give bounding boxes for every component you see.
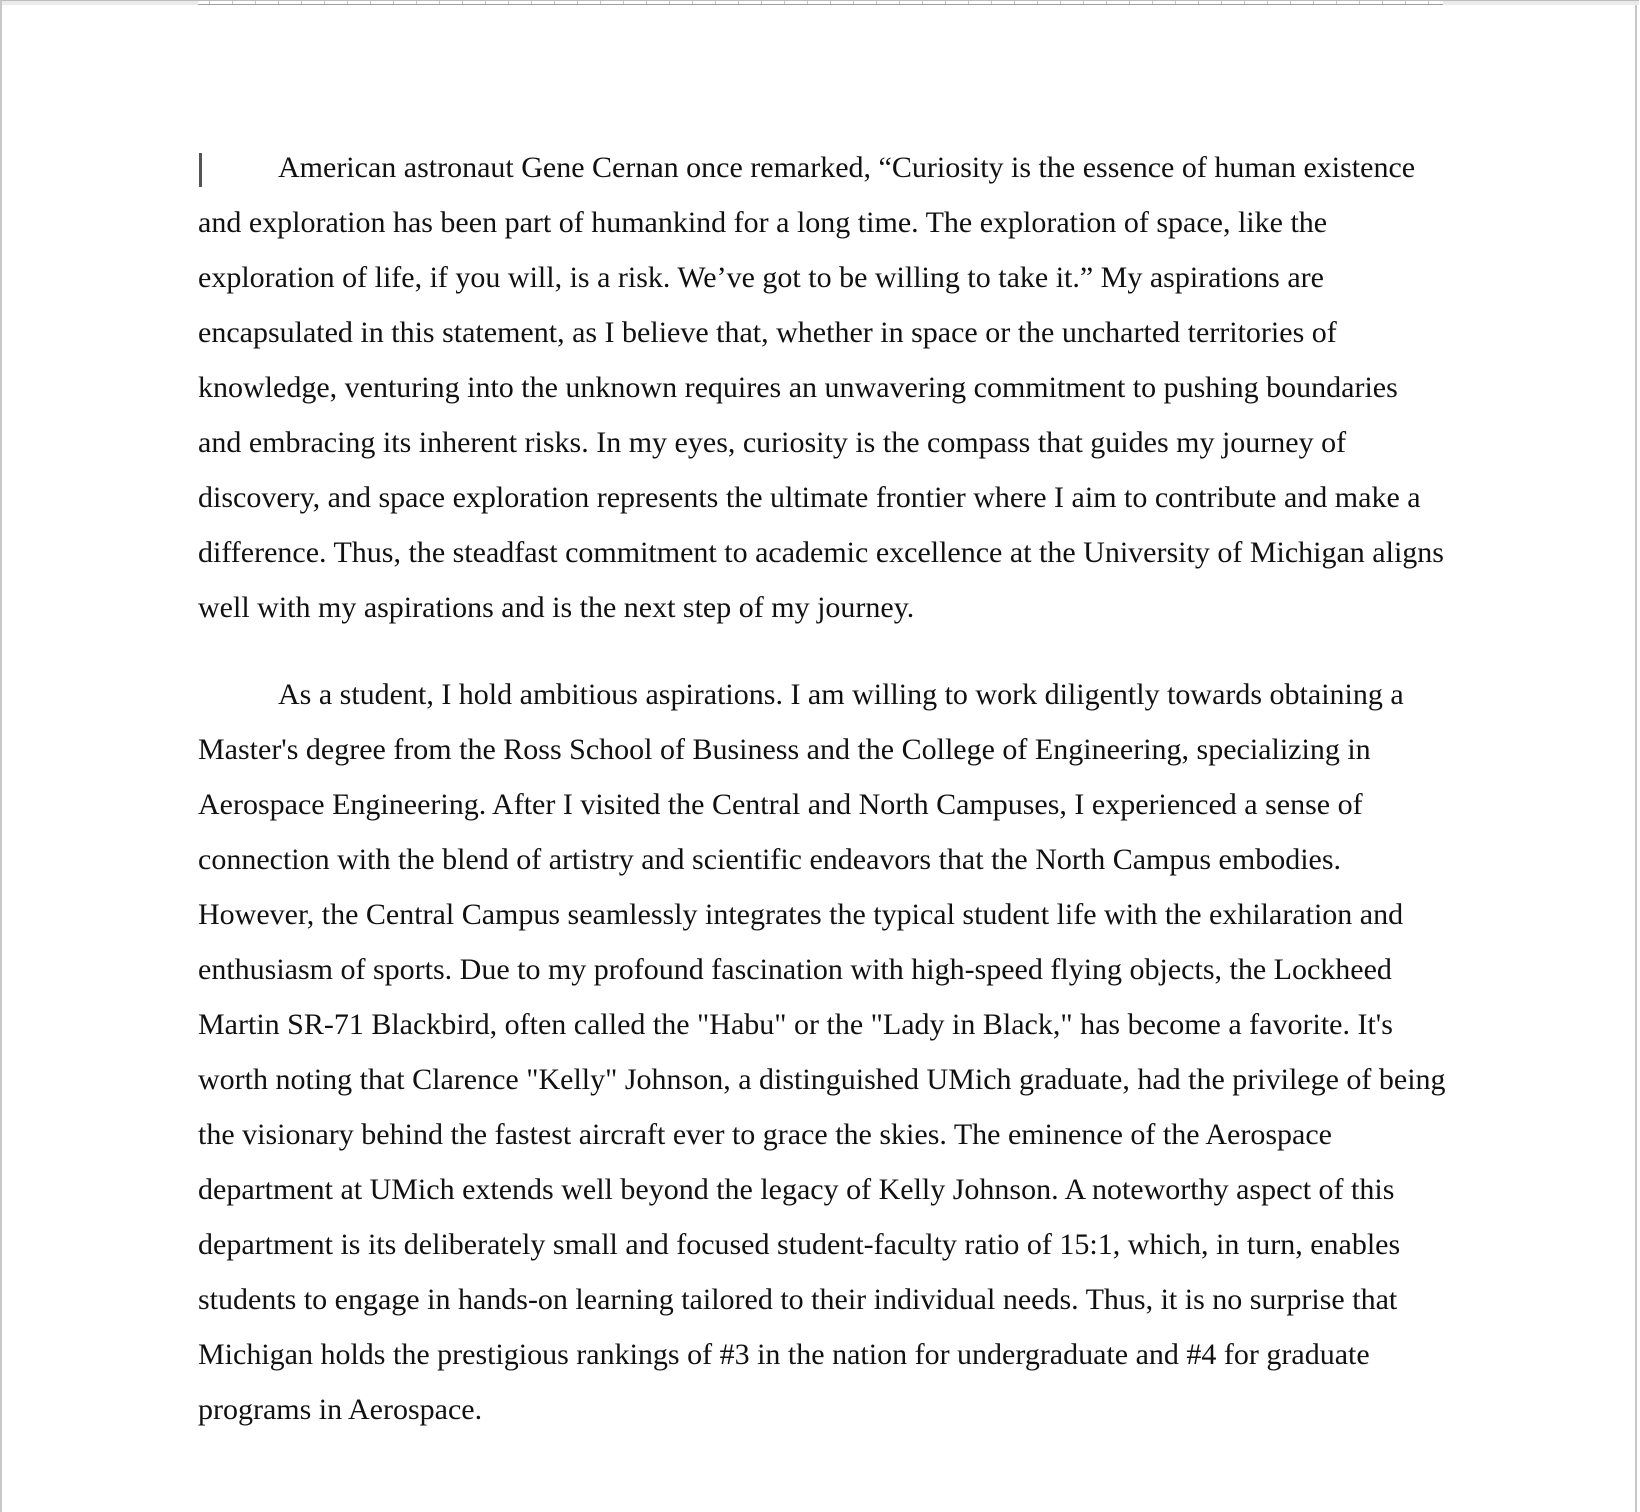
paragraph-2[interactable]: As a student, I hold ambitious aspirations. I am willing to work diligently towards obtaining a Master's degree from the Ross School of Business and the College of Engineering, specializing in Aerospace Engineering. After I visited the Central and North Campuses, I experienced a sense of connection with the blend of artistry and scientific endeavors that the North Campus embodies. However, the Central Campus seamlessly integrates the typical student life with the exhilaration and enthusiasm of sports. Due to my profound fascination with high-speed flying objects, the Lockheed Martin SR-71 Blackbird, often called the "Habu" or the "Lady in Black," has become a favorite. It's worth noting that Clarence "Kelly" Johnson, a distinguished UMich graduate, had the privilege of being the visionary behind the fastest aircraft ever to grace the skies. The eminence of the Aerospace department at UMich extends well beyond the legacy of Kelly Johnson. A noteworthy aspect of this department is its deliberately small and focused student-faculty ratio of 15:1, which, in turn, enables students to engage in hands-on learning tailored to their individual needs. Thus, it is no surprise that Michigan holds the prestigious rankings of #3 in the nation for undergraduate and #4 for graduate programs in Aerospace. xyxy=(198,678,1446,1426)
ruler-text-area xyxy=(198,1,1443,5)
ruler-right-margin xyxy=(1443,1,1639,5)
ruler-left-margin xyxy=(2,1,198,5)
horizontal-ruler[interactable] xyxy=(2,0,1639,5)
document-body[interactable] xyxy=(198,140,1448,1469)
paragraph-1[interactable]: American astronaut Gene Cernan once remarked, “Curiosity is the essence of human existence and exploration has been part of humankind for a long time. The exploration of space, like the exploration of life, if you will, is a risk. We’ve got to be willing to take it.” My aspirations are encapsulated in this statement, as I believe that, whether in space or the uncharted territories of knowledge, venturing into the unknown requires an unwavering commitment to pushing boundaries and embracing its inherent risks. In my eyes, curiosity is the compass that guides my journey of discovery, and space exploration represents the ultimate frontier where I aim to contribute and make a difference. Thus, the steadfast commitment to academic excellence at the University of Michigan aligns well with my aspirations and is the next step of my journey. xyxy=(198,151,1444,624)
